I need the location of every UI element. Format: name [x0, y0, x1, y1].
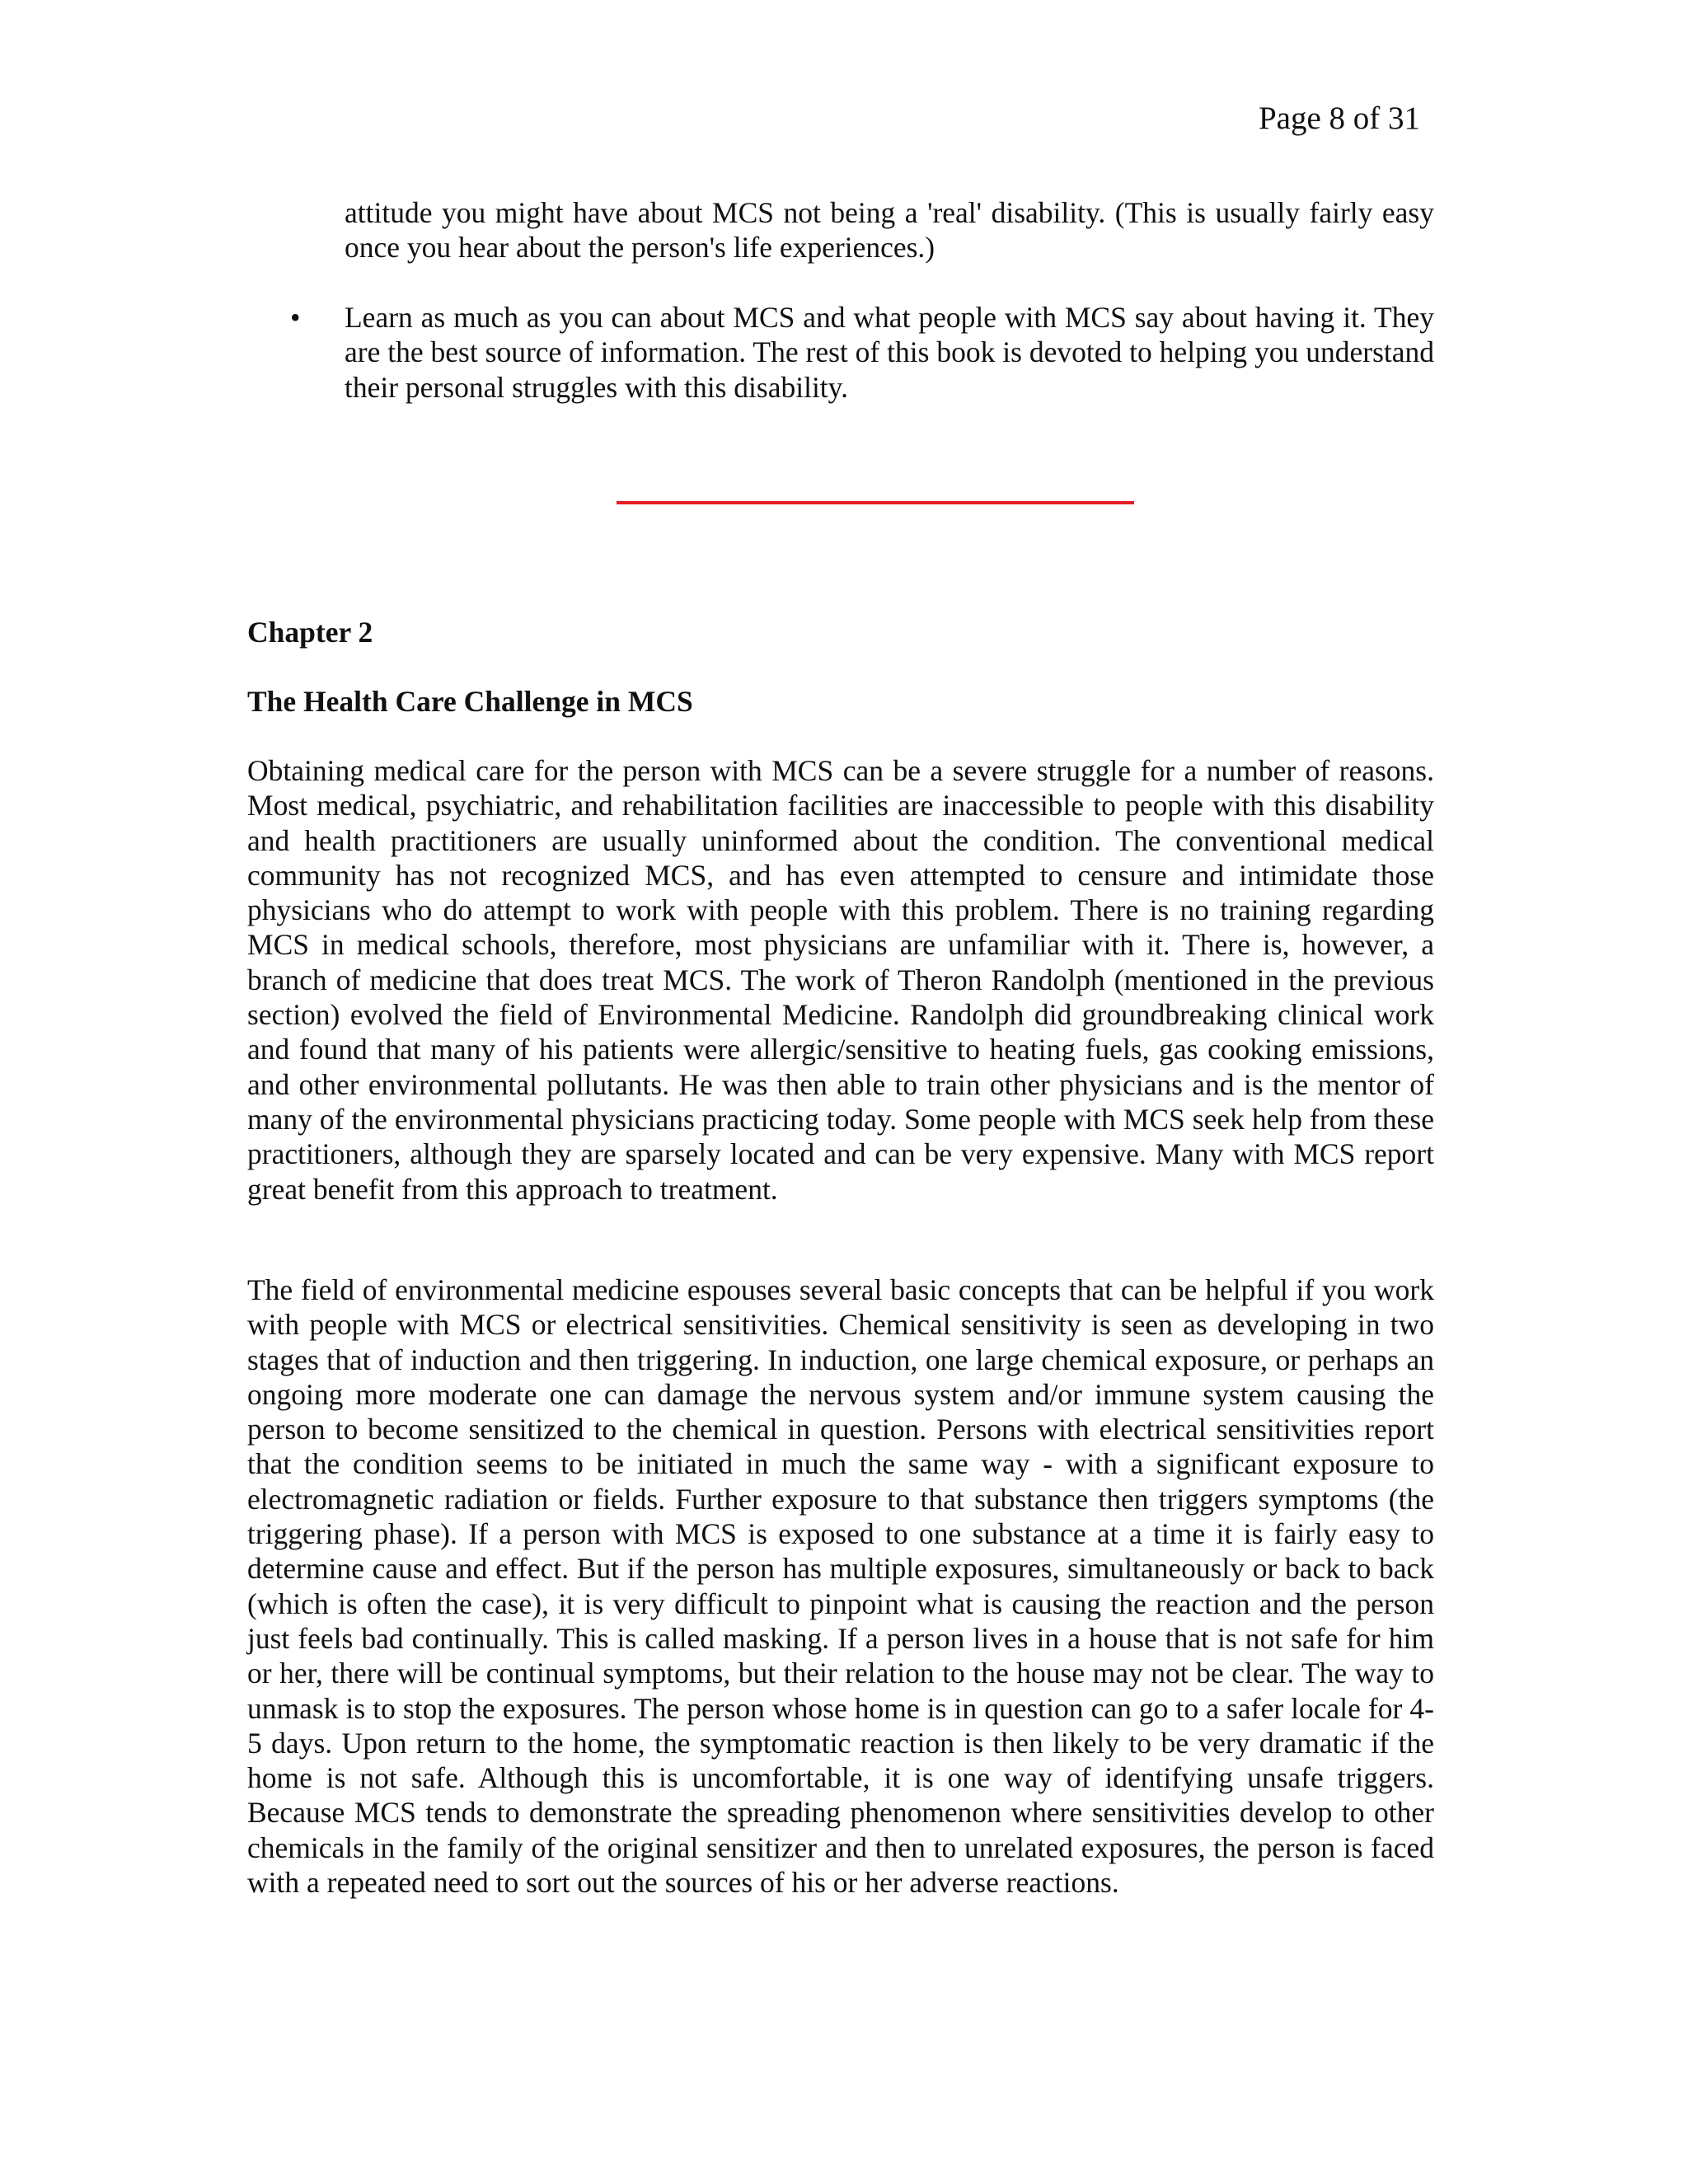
bullet-text: Learn as much as you can about MCS and what people with MCS say about having it. They are the best source of information. The rest of this book is devoted to helping you understand their personal struggles with this disability. [345, 301, 1434, 404]
bullet-marker: • [290, 301, 301, 334]
chapter-label: Chapter 2 [247, 616, 373, 649]
chapter-title: The Health Care Challenge in MCS [247, 685, 693, 718]
continuation-paragraph: attitude you might have about MCS not being a 'real' disability. (This is usually fairly easy once you hear about the person's life experiences.) [345, 196, 1434, 265]
body-paragraph-2: The field of environmental medicine espouses several basic concepts that can be helpful if you work with people with MCS or electrical sensitivities. Chemical sensitivity is seen as developing in two stages that of induction and then triggering. In induction, one large chemical exposure, or perhaps an ongoing more moderate one can damage the nervous system and/or immune system causing the person to become sensitized to the chemical in question. Persons with electrical sensitivities report that the condition seems to be initiated in much the same way - with a significant exposure to electromagnetic radiation or fields. Further exposure to that substance then triggers symptoms (the triggering phase). If a person with MCS is exposed to one substance at a time it is fairly easy to determine cause and effect. But if the person has multiple exposures, simultaneously or back to back (which is often the case), it is very difficult to pinpoint what is causing the reaction and the person just feels bad continually. This is called masking. If a person lives in a house that is not safe for him or her, there will be continual symptoms, but their relation to the house may not be clear. The way to unmask is to stop the exposures. The person whose home is in question can go to a safer locale for 4-5 days. Upon return to the home, the symptomatic reaction is then likely to be very dramatic if the home is not safe. Although this is uncomfortable, it is one way of identifying unsafe triggers. Because MCS tends to demonstrate the spreading phenomenon where sensitivities develop to other chemicals in the family of the original sensitizer and then to unrelated exposures, the person is faced with a repeated need to sort out the sources of his or her adverse reactions. [247, 1273, 1434, 1900]
section-divider [617, 501, 1134, 504]
body-paragraph-1: Obtaining medical care for the person with MCS can be a severe struggle for a number of reasons. Most medical, psychiatric, and rehabilitation facilities are inaccessible to people with this disability and health practitioners are usually uninformed about the condition. The conventional medical community has not recognized MCS, and has even attempted to censure and intimidate those physicians who do attempt to work with people with this problem. There is no training regarding MCS in medical schools, therefore, most physicians are unfamiliar with it. There is, however, a branch of medicine that does treat MCS. The work of Theron Randolph (mentioned in the previous section) evolved the field of Environmental Medicine. Randolph did groundbreaking clinical work and found that many of his patients were allergic/sensitive to heating fuels, gas cooking emissions, and other environmental pollutants. He was then able to train other physicians and is the mentor of many of the environmental physicians practicing today. Some people with MCS seek help from these practitioners, although they are sparsely located and can be very expensive. Many with MCS report great benefit from this approach to treatment. [247, 754, 1434, 1206]
page-number: Page 8 of 31 [1258, 101, 1420, 136]
